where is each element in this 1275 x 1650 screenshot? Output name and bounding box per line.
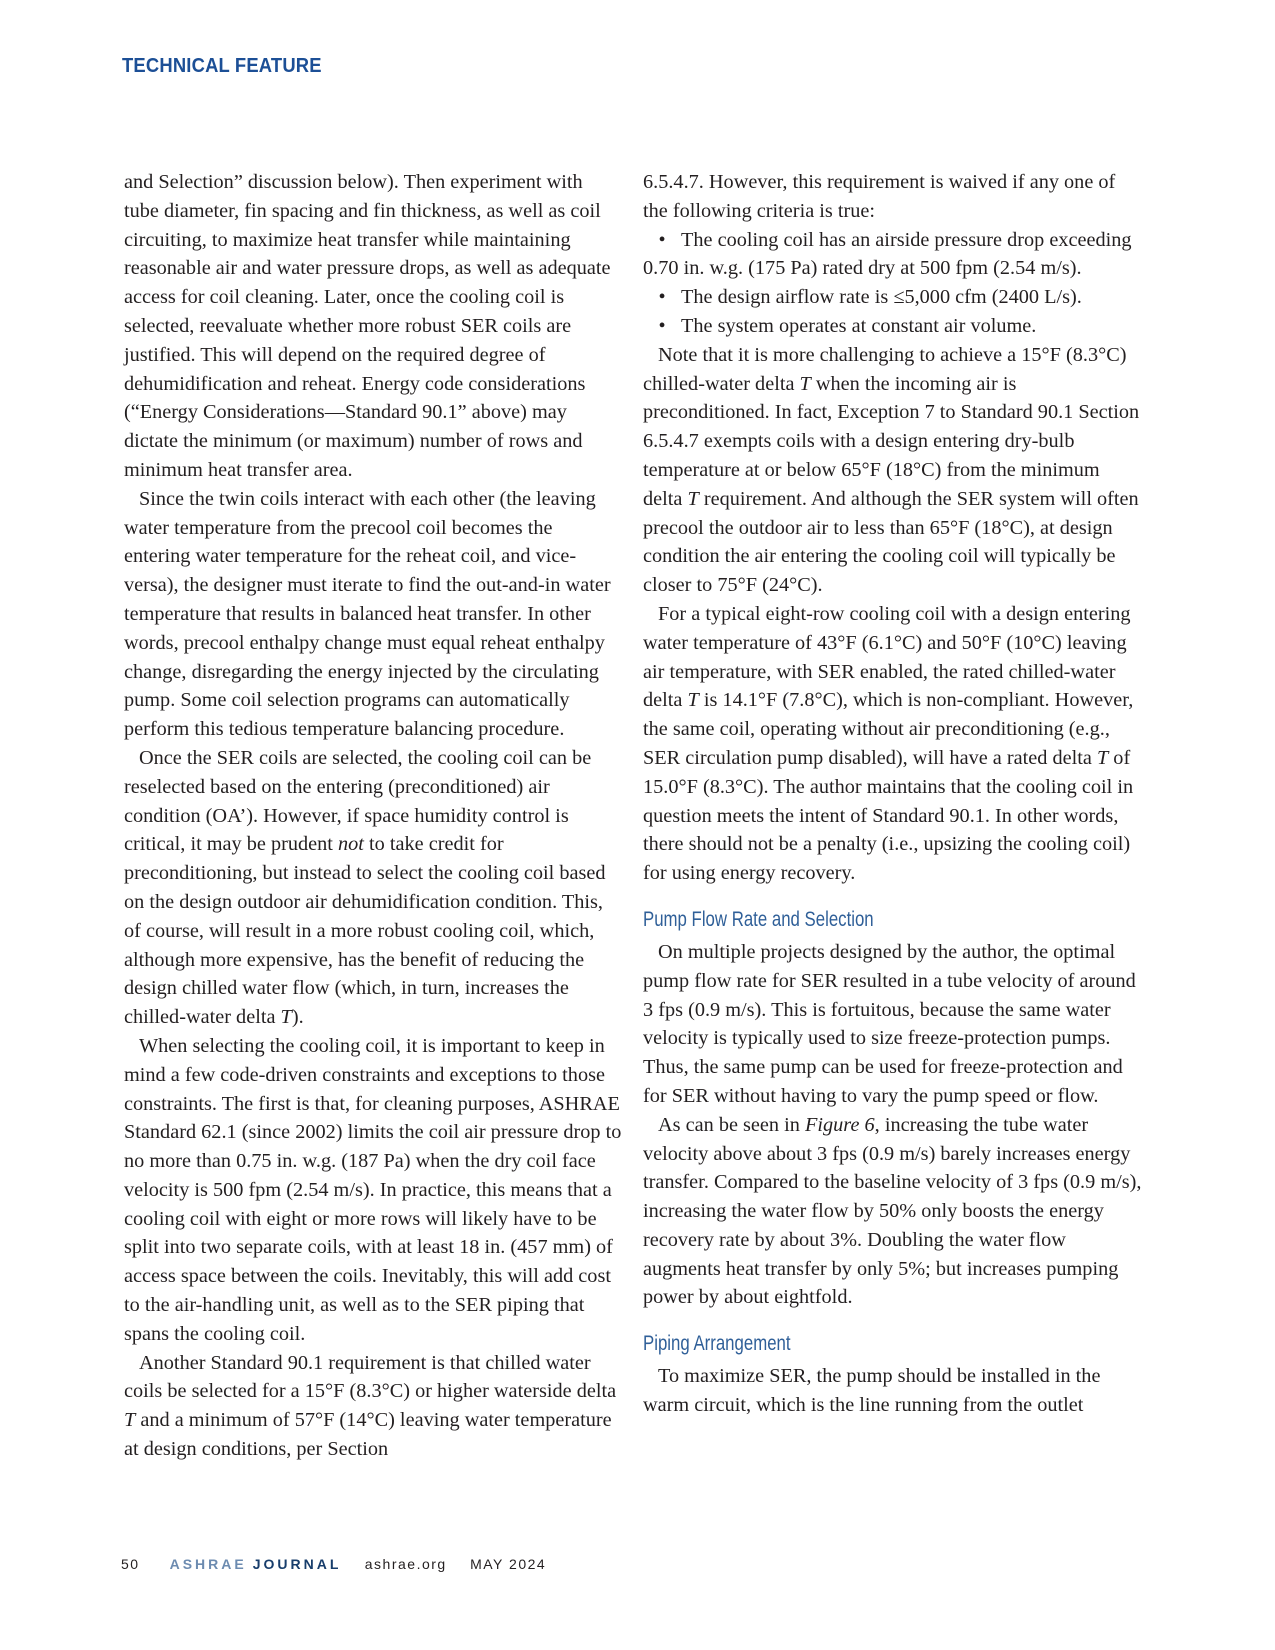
text-run: Piping Arrangement xyxy=(643,1332,791,1356)
text-run: is 14.1°F (7.8°C), which is non-compliant. However, the same coil, operating without air preconditioning (e.g., SER circulation pump disabled), will have a rated delta xyxy=(643,689,1134,769)
text-run: when the incoming air is preconditioned. In fact, Exception 7 to Standard 90.1 Section 6.5.4.7 exempts coils with a design entering dry-bulb temperature at or below 65°F (18°C) from the minimum delta xyxy=(643,372,1140,510)
italic-text: T xyxy=(687,487,699,510)
text-run: of 15.0°F (8.3°C). The author maintains that the cooling coil in question meets the intent of Standard 90.1. In other words, there should not be a penalty (i.e., upsizing the cooling coil) for using energy recovery. xyxy=(643,746,1134,885)
italic-text: not xyxy=(338,833,364,856)
italic-text: T xyxy=(280,1006,292,1029)
text-run: to take credit for preconditioning, but instead to select the cooling coil based on the design outdoor air dehumidification condition. This, of course, will result in a more robust cooling coil, which, although more expensive, has the benefit of reducing the design chilled water flow (which, in turn, increases the chilled-water delta xyxy=(124,833,606,1029)
paragraph xyxy=(643,600,1143,888)
bullet-icon: • xyxy=(658,286,666,309)
bullet-item xyxy=(643,226,1143,284)
italic-text: Figure 6 xyxy=(805,1113,875,1136)
text-run: Another Standard 90.1 requirement is that chilled water coils be selected for a 15°F (8.3°C) or higher waterside delta xyxy=(124,1351,617,1403)
italic-text: T xyxy=(124,1409,136,1432)
text-run: To maximize SER, the pump should be installed in the warm circuit, which is the line running from the outlet xyxy=(643,1365,1101,1417)
page-number: 50 xyxy=(121,1556,140,1572)
text-run: 6.5.4.7. However, this requirement is waived if any one of the following criteria is true: xyxy=(643,171,1116,222)
paragraph xyxy=(124,1349,622,1464)
italic-text: T xyxy=(799,372,811,395)
text-run: Pump Flow Rate and Selection xyxy=(643,907,874,931)
left-column xyxy=(124,168,622,1464)
section-heading xyxy=(643,906,1043,934)
text-run: On multiple projects designed by the author, the optimal pump flow rate for SER resulted in a tube velocity of around 3 fps (0.9 m/s). This is fortuitous, because the same water velocity is typically used to size freeze-protection pumps. Thus, the same pump can be used for freeze-protection and for SER without having to vary the pump speed or flow. xyxy=(643,940,1136,1107)
italic-text: T xyxy=(687,689,699,712)
paragraph xyxy=(643,1362,1143,1420)
section-kicker: TECHNICAL FEATURE xyxy=(122,55,322,77)
bullet-icon: • xyxy=(658,314,666,337)
paragraph xyxy=(643,1111,1143,1313)
paragraph xyxy=(124,485,622,744)
text-run: Since the twin coils interact with each other (the leaving water temperature from the precool coil becomes the entering water temperature for the reheat coil, and vice-versa), the designer must iterate to find the out-and-in water temperature that results in balanced heat transfer. In other words, precool enthalpy change must equal reheat enthalpy change, disregarding the energy injected by the circulating pump. Some coil selection programs can automatically perform this tedious temperature balancing procedure. xyxy=(124,487,611,741)
italic-text: T xyxy=(1096,746,1109,769)
text-run: When selecting the cooling coil, it is important to keep in mind a few code-driven constraints and exceptions to those constraints. The first is that, for cleaning purposes, ASHRAE Standard 62.1 (since 2002) limits the coil air pressure drop to no more than 0.75 in. w.g. (187 Pa) when the dry coil face velocity is 500 fpm (2.54 m/s). In practice, this means that a cooling coil with eight or more rows will likely have to be split into two separate coils, with at least 18 in. (457 mm) of access space between the coils. Inevitably, this will add cost to the air-handling unit, as well as to the SER piping that spans the cooling coil. xyxy=(124,1034,622,1345)
text-run: ). xyxy=(291,1006,304,1029)
text-run: As can be seen in xyxy=(658,1113,805,1136)
text-run: Note that it is more challenging to achieve a 15°F (8.3°C) chilled-water delta xyxy=(643,343,1127,395)
journal-brand-journal: JOURNAL xyxy=(252,1556,342,1572)
text-run: The cooling coil has an airside pressure drop exceeding 0.70 in. w.g. (175 Pa) rated dry at 500 fpm (2.54 m/s). xyxy=(643,228,1132,280)
bullet-icon: • xyxy=(658,228,666,251)
text-run: requirement. And although the SER system will often precool the outdoor air to less than 65°F (18°C), at design condition the air entering the cooling coil will typically be closer to 75°F (24°C). xyxy=(643,487,1139,597)
paragraph xyxy=(124,1032,622,1349)
section-heading xyxy=(643,1330,1043,1358)
bullet-item xyxy=(643,312,1143,341)
paragraph xyxy=(124,168,622,485)
footer-date: MAY 2024 xyxy=(470,1556,547,1572)
text-run: For a typical eight-row cooling coil with a design entering water temperature of 43°F (6.1°C) and 50°F (10°C) leaving air temperature, with SER enabled, the rated chilled-water delta xyxy=(643,602,1131,712)
text-run: and Selection” discussion below). Then experiment with tube diameter, fin spacing and fin thickness, as well as coil circuiting, to maximize heat transfer while maintaining reasonable air and water pressure drops, as well as adequate access for coil cleaning. Later, once the cooling coil is selected, reevaluate whether more robust SER coils are justified. This will depend on the required degree of dehumidification and reheat. Energy code considerations (“Energy Considerations—Standard 90.1” above) may dictate the minimum (or maximum) number of rows and minimum heat transfer area. xyxy=(124,171,611,481)
footer-website: ashrae.org xyxy=(364,1556,447,1572)
paragraph xyxy=(643,938,1143,1111)
paragraph xyxy=(643,168,1143,226)
text-run: Once the SER coils are selected, the cooling coil can be reselected based on the entering (preconditioned) air condition (OA’). However, if space humidity control is critical, it may be prudent xyxy=(124,746,592,856)
paragraph xyxy=(643,341,1143,600)
paragraph xyxy=(124,744,622,1032)
journal-brand-ashrae: ASHRAE xyxy=(169,1556,247,1572)
text-run: and a minimum of 57°F (14°C) leaving water temperature at design conditions, per Section xyxy=(124,1409,612,1461)
right-column xyxy=(643,168,1143,1420)
bullet-item xyxy=(643,283,1143,312)
page-footer xyxy=(121,1556,564,1572)
text-run: , increasing the tube water velocity above about 3 fps (0.9 m/s) barely increases energy transfer. Compared to the baseline velocity of 3 fps (0.9 m/s), increasing the water flow by 50% only boosts the energy recovery rate by about 3%. Doubling the water flow augments heat transfer by only 5%; but increases pumping power by about eightfold. xyxy=(643,1113,1142,1309)
text-run: The design airflow rate is ≤5,000 cfm (2400 L/s). xyxy=(681,286,1082,309)
text-run: The system operates at constant air volume. xyxy=(681,314,1037,337)
